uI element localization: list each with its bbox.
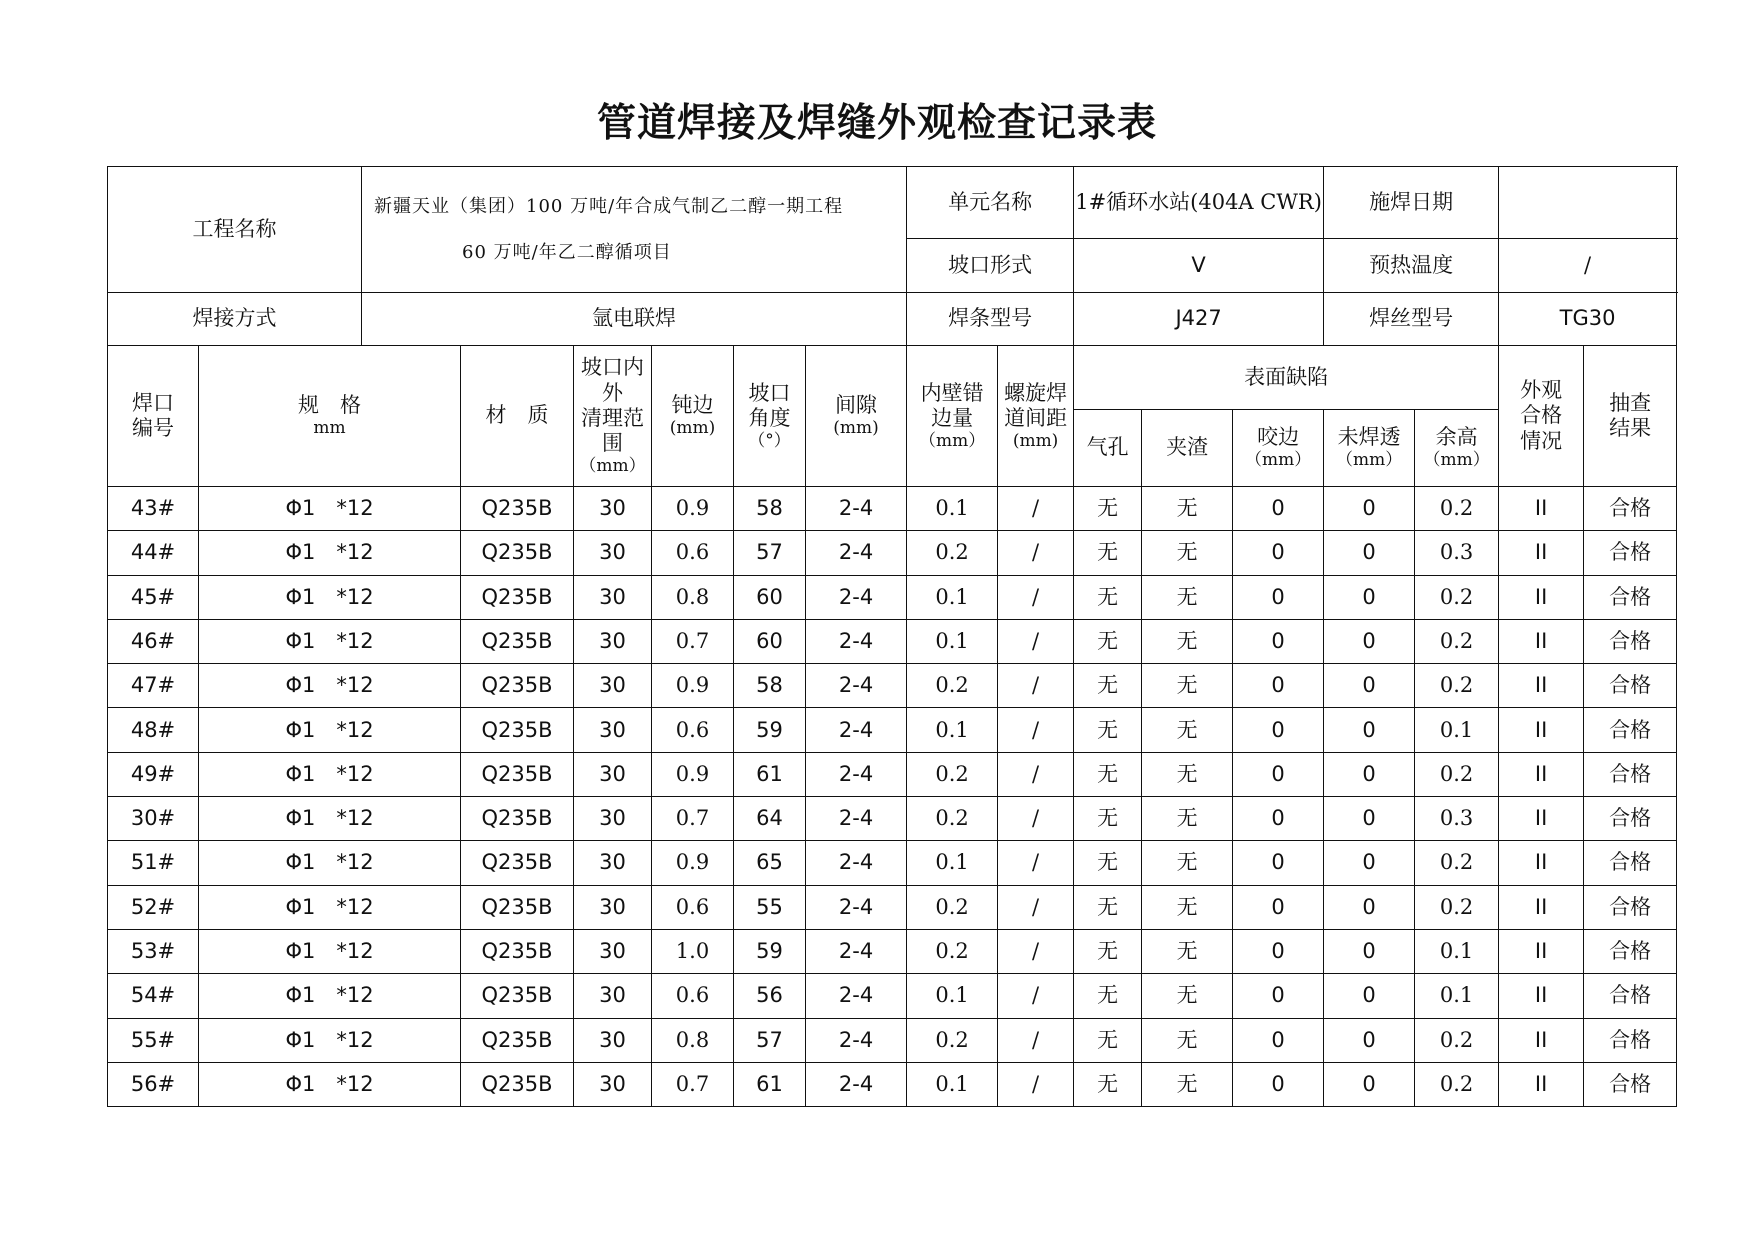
joint-no-cell: 49# — [108, 752, 199, 796]
porosity-cell: 无 — [1074, 797, 1142, 841]
sampling-result-cell: 合格 — [1584, 841, 1677, 885]
incomplete-penetration-cell: 0 — [1324, 974, 1415, 1018]
incomplete-penetration-cell: 0 — [1324, 619, 1415, 663]
porosity-cell: 无 — [1074, 752, 1142, 796]
spiral-spacing-cell: / — [998, 708, 1074, 752]
spiral-spacing-cell: / — [998, 797, 1074, 841]
header-joint-no: 焊口 编号 — [108, 346, 199, 487]
project-value-line2: 60 万吨/年乙二醇循项目 — [462, 241, 672, 263]
porosity-cell: 无 — [1074, 664, 1142, 708]
appearance-cell: II — [1499, 885, 1584, 929]
project-label: 工程名称 — [108, 167, 362, 293]
unit-label: 单元名称 — [907, 167, 1074, 239]
spiral-spacing-cell: / — [998, 752, 1074, 796]
spiral-spacing-cell: / — [998, 531, 1074, 575]
reinforcement-cell: 0.2 — [1415, 752, 1499, 796]
appearance-cell: II — [1499, 575, 1584, 619]
incomplete-penetration-cell: 0 — [1324, 885, 1415, 929]
blunt-edge-cell: 0.9 — [652, 841, 734, 885]
slag-cell: 无 — [1142, 797, 1233, 841]
project-value — [362, 167, 907, 293]
undercut-cell: 0 — [1233, 708, 1324, 752]
header-misalignment: 内壁错 边量 （mm） — [907, 346, 998, 487]
joint-no-cell: 45# — [108, 575, 199, 619]
clean-range-cell: 30 — [574, 929, 652, 973]
porosity-cell: 无 — [1074, 929, 1142, 973]
sampling-result-cell: 合格 — [1584, 664, 1677, 708]
gap-cell: 2-4 — [806, 487, 907, 531]
undercut-cell: 0 — [1233, 531, 1324, 575]
incomplete-penetration-cell: 0 — [1324, 664, 1415, 708]
spiral-spacing-cell: / — [998, 1062, 1074, 1106]
porosity-cell: 无 — [1074, 619, 1142, 663]
spiral-spacing-cell: / — [998, 974, 1074, 1018]
unit-value: 1#循环水站(404A CWR) — [1074, 167, 1324, 239]
table-row — [108, 974, 1677, 1018]
project-value-line1: 新疆天业（集团）100 万吨/年合成气制乙二醇一期工程 — [374, 195, 844, 217]
table-row — [108, 575, 1677, 619]
sampling-result-cell: 合格 — [1584, 929, 1677, 973]
misalignment-cell: 0.2 — [907, 885, 998, 929]
sampling-result-cell: 合格 — [1584, 752, 1677, 796]
porosity-cell: 无 — [1074, 885, 1142, 929]
spec-cell: Φ1 *12 — [199, 841, 461, 885]
slag-cell: 无 — [1142, 619, 1233, 663]
table-row — [108, 531, 1677, 575]
gap-cell: 2-4 — [806, 752, 907, 796]
material-cell: Q235B — [461, 1018, 574, 1062]
spiral-spacing-cell: / — [998, 1018, 1074, 1062]
appearance-cell: II — [1499, 1062, 1584, 1106]
undercut-cell: 0 — [1233, 1018, 1324, 1062]
sampling-result-cell: 合格 — [1584, 487, 1677, 531]
reinforcement-cell: 0.2 — [1415, 619, 1499, 663]
incomplete-penetration-cell: 0 — [1324, 752, 1415, 796]
clean-range-cell: 30 — [574, 974, 652, 1018]
reinforcement-cell: 0.3 — [1415, 797, 1499, 841]
porosity-cell: 无 — [1074, 1062, 1142, 1106]
groove-angle-cell: 55 — [734, 885, 806, 929]
incomplete-penetration-cell: 0 — [1324, 1062, 1415, 1106]
blunt-edge-cell: 0.6 — [652, 531, 734, 575]
sampling-result-cell: 合格 — [1584, 885, 1677, 929]
joint-no-cell: 52# — [108, 885, 199, 929]
groove-angle-cell: 56 — [734, 974, 806, 1018]
slag-cell: 无 — [1142, 575, 1233, 619]
material-cell: Q235B — [461, 841, 574, 885]
gap-cell: 2-4 — [806, 929, 907, 973]
header-sampling-result: 抽查 结果 — [1584, 346, 1677, 487]
incomplete-penetration-cell: 0 — [1324, 575, 1415, 619]
clean-range-cell: 30 — [574, 708, 652, 752]
misalignment-cell: 0.2 — [907, 797, 998, 841]
date-label: 施焊日期 — [1324, 167, 1499, 239]
material-cell: Q235B — [461, 974, 574, 1018]
misalignment-cell: 0.2 — [907, 929, 998, 973]
incomplete-penetration-cell: 0 — [1324, 841, 1415, 885]
misalignment-cell: 0.2 — [907, 1018, 998, 1062]
groove-angle-cell: 58 — [734, 487, 806, 531]
table-row — [108, 841, 1677, 885]
spec-cell: Φ1 *12 — [199, 664, 461, 708]
blunt-edge-cell: 0.6 — [652, 708, 734, 752]
sampling-result-cell: 合格 — [1584, 797, 1677, 841]
groove-angle-cell: 57 — [734, 531, 806, 575]
undercut-cell: 0 — [1233, 1062, 1324, 1106]
header-reinforcement: 余高 （mm） — [1415, 410, 1499, 487]
slag-cell: 无 — [1142, 752, 1233, 796]
spec-cell: Φ1 *12 — [199, 708, 461, 752]
gap-cell: 2-4 — [806, 664, 907, 708]
header-porosity: 气孔 — [1074, 410, 1142, 487]
groove-angle-cell: 59 — [734, 708, 806, 752]
slag-cell: 无 — [1142, 929, 1233, 973]
appearance-cell: II — [1499, 752, 1584, 796]
spec-cell: Φ1 *12 — [199, 1018, 461, 1062]
undercut-cell: 0 — [1233, 575, 1324, 619]
clean-range-cell: 30 — [574, 487, 652, 531]
appearance-cell: II — [1499, 487, 1584, 531]
gap-cell: 2-4 — [806, 1018, 907, 1062]
sampling-result-cell: 合格 — [1584, 575, 1677, 619]
porosity-cell: 无 — [1074, 487, 1142, 531]
material-cell: Q235B — [461, 929, 574, 973]
blunt-edge-cell: 0.9 — [652, 664, 734, 708]
gap-cell: 2-4 — [806, 885, 907, 929]
porosity-cell: 无 — [1074, 575, 1142, 619]
spec-cell: Φ1 *12 — [199, 619, 461, 663]
appearance-cell: II — [1499, 974, 1584, 1018]
slag-cell: 无 — [1142, 487, 1233, 531]
blunt-edge-cell: 1.0 — [652, 929, 734, 973]
spec-cell: Φ1 *12 — [199, 575, 461, 619]
misalignment-cell: 0.1 — [907, 575, 998, 619]
blunt-edge-cell: 0.7 — [652, 797, 734, 841]
undercut-cell: 0 — [1233, 929, 1324, 973]
blunt-edge-cell: 0.8 — [652, 575, 734, 619]
rod-value: J427 — [1074, 293, 1324, 346]
blunt-edge-cell: 0.9 — [652, 752, 734, 796]
appearance-cell: II — [1499, 619, 1584, 663]
slag-cell: 无 — [1142, 1018, 1233, 1062]
misalignment-cell: 0.1 — [907, 619, 998, 663]
porosity-cell: 无 — [1074, 974, 1142, 1018]
gap-cell: 2-4 — [806, 841, 907, 885]
header-gap: 间隙 (mm) — [806, 346, 907, 487]
blunt-edge-cell: 0.7 — [652, 1062, 734, 1106]
groove-angle-cell: 59 — [734, 929, 806, 973]
sampling-result-cell: 合格 — [1584, 619, 1677, 663]
material-cell: Q235B — [461, 885, 574, 929]
groove-angle-cell: 61 — [734, 1062, 806, 1106]
joint-no-cell: 53# — [108, 929, 199, 973]
porosity-cell: 无 — [1074, 841, 1142, 885]
blunt-edge-cell: 0.6 — [652, 885, 734, 929]
gap-cell: 2-4 — [806, 575, 907, 619]
misalignment-cell: 0.1 — [907, 974, 998, 1018]
joint-no-cell: 30# — [108, 797, 199, 841]
spec-cell: Φ1 *12 — [199, 752, 461, 796]
gap-cell: 2-4 — [806, 619, 907, 663]
spiral-spacing-cell: / — [998, 929, 1074, 973]
joint-no-cell: 48# — [108, 708, 199, 752]
spec-cell: Φ1 *12 — [199, 531, 461, 575]
header-appearance: 外观 合格 情况 — [1499, 346, 1584, 487]
table-row — [108, 664, 1677, 708]
reinforcement-cell: 0.1 — [1415, 929, 1499, 973]
slag-cell: 无 — [1142, 1062, 1233, 1106]
incomplete-penetration-cell: 0 — [1324, 797, 1415, 841]
spec-cell: Φ1 *12 — [199, 974, 461, 1018]
joint-no-cell: 54# — [108, 974, 199, 1018]
method-label: 焊接方式 — [108, 293, 362, 346]
header-incomplete-penetration: 未焊透 （mm） — [1324, 410, 1415, 487]
header-spiral-spacing: 螺旋焊 道间距 (mm) — [998, 346, 1074, 487]
groove-angle-cell: 65 — [734, 841, 806, 885]
header-material: 材 质 — [461, 346, 574, 487]
gap-cell: 2-4 — [806, 708, 907, 752]
reinforcement-cell: 0.2 — [1415, 885, 1499, 929]
groove-angle-cell: 58 — [734, 664, 806, 708]
table-row — [108, 708, 1677, 752]
porosity-cell: 无 — [1074, 1018, 1142, 1062]
spec-cell: Φ1 *12 — [199, 929, 461, 973]
clean-range-cell: 30 — [574, 841, 652, 885]
reinforcement-cell: 0.2 — [1415, 1018, 1499, 1062]
clean-range-cell: 30 — [574, 531, 652, 575]
appearance-cell: II — [1499, 797, 1584, 841]
sampling-result-cell: 合格 — [1584, 1018, 1677, 1062]
header-groove-angle: 坡口 角度 （°） — [734, 346, 806, 487]
reinforcement-cell: 0.1 — [1415, 708, 1499, 752]
joint-no-cell: 47# — [108, 664, 199, 708]
spec-cell: Φ1 *12 — [199, 797, 461, 841]
method-value: 氩电联焊 — [362, 293, 907, 346]
preheat-value: / — [1499, 239, 1677, 293]
table-row — [108, 929, 1677, 973]
spec-cell: Φ1 *12 — [199, 1062, 461, 1106]
sampling-result-cell: 合格 — [1584, 531, 1677, 575]
header-slag: 夹渣 — [1142, 410, 1233, 487]
undercut-cell: 0 — [1233, 797, 1324, 841]
clean-range-cell: 30 — [574, 797, 652, 841]
header-surface-defect: 表面缺陷 — [1074, 346, 1499, 410]
joint-no-cell: 43# — [108, 487, 199, 531]
misalignment-cell: 0.2 — [907, 664, 998, 708]
page-title: 管道焊接及焊缝外观检查记录表 — [596, 101, 1157, 146]
material-cell: Q235B — [461, 664, 574, 708]
reinforcement-cell: 0.2 — [1415, 841, 1499, 885]
spiral-spacing-cell: / — [998, 575, 1074, 619]
slag-cell: 无 — [1142, 531, 1233, 575]
clean-range-cell: 30 — [574, 885, 652, 929]
blunt-edge-cell: 0.6 — [652, 974, 734, 1018]
header-undercut: 咬边 （mm） — [1233, 410, 1324, 487]
porosity-cell: 无 — [1074, 708, 1142, 752]
header-clean-range: 坡口内外 清理范围 （mm） — [574, 346, 652, 487]
incomplete-penetration-cell: 0 — [1324, 708, 1415, 752]
spiral-spacing-cell: / — [998, 664, 1074, 708]
undercut-cell: 0 — [1233, 841, 1324, 885]
groove-label: 坡口形式 — [907, 239, 1074, 293]
weld-inspection-table — [107, 166, 1677, 1107]
groove-value: V — [1074, 239, 1324, 293]
material-cell: Q235B — [461, 487, 574, 531]
spiral-spacing-cell: / — [998, 841, 1074, 885]
reinforcement-cell: 0.2 — [1415, 575, 1499, 619]
misalignment-cell: 0.1 — [907, 841, 998, 885]
date-value[interactable] — [1499, 167, 1677, 239]
preheat-label: 预热温度 — [1324, 239, 1499, 293]
reinforcement-cell: 0.2 — [1415, 487, 1499, 531]
appearance-cell: II — [1499, 1018, 1584, 1062]
groove-angle-cell: 60 — [734, 575, 806, 619]
misalignment-cell: 0.2 — [907, 752, 998, 796]
incomplete-penetration-cell: 0 — [1324, 531, 1415, 575]
sampling-result-cell: 合格 — [1584, 708, 1677, 752]
blunt-edge-cell: 0.8 — [652, 1018, 734, 1062]
incomplete-penetration-cell: 0 — [1324, 929, 1415, 973]
gap-cell: 2-4 — [806, 974, 907, 1018]
undercut-cell: 0 — [1233, 619, 1324, 663]
material-cell: Q235B — [461, 531, 574, 575]
table-row — [108, 797, 1677, 841]
appearance-cell: II — [1499, 531, 1584, 575]
porosity-cell: 无 — [1074, 531, 1142, 575]
slag-cell: 无 — [1142, 974, 1233, 1018]
blunt-edge-cell: 0.9 — [652, 487, 734, 531]
material-cell: Q235B — [461, 1062, 574, 1106]
spiral-spacing-cell: / — [998, 885, 1074, 929]
header-spec: 规 格 mm — [199, 346, 461, 487]
joint-no-cell: 51# — [108, 841, 199, 885]
groove-angle-cell: 57 — [734, 1018, 806, 1062]
spiral-spacing-cell: / — [998, 619, 1074, 663]
rod-label: 焊条型号 — [907, 293, 1074, 346]
slag-cell: 无 — [1142, 708, 1233, 752]
appearance-cell: II — [1499, 929, 1584, 973]
clean-range-cell: 30 — [574, 752, 652, 796]
incomplete-penetration-cell: 0 — [1324, 487, 1415, 531]
misalignment-cell: 0.1 — [907, 1062, 998, 1106]
gap-cell: 2-4 — [806, 797, 907, 841]
gap-cell: 2-4 — [806, 531, 907, 575]
material-cell: Q235B — [461, 575, 574, 619]
joint-no-cell: 44# — [108, 531, 199, 575]
table-row — [108, 885, 1677, 929]
undercut-cell: 0 — [1233, 487, 1324, 531]
wire-label: 焊丝型号 — [1324, 293, 1499, 346]
joint-no-cell: 46# — [108, 619, 199, 663]
clean-range-cell: 30 — [574, 619, 652, 663]
joint-no-cell: 56# — [108, 1062, 199, 1106]
table-row — [108, 1062, 1677, 1106]
appearance-cell: II — [1499, 664, 1584, 708]
incomplete-penetration-cell: 0 — [1324, 1018, 1415, 1062]
clean-range-cell: 30 — [574, 575, 652, 619]
groove-angle-cell: 60 — [734, 619, 806, 663]
misalignment-cell: 0.1 — [907, 487, 998, 531]
spiral-spacing-cell: / — [998, 487, 1074, 531]
clean-range-cell: 30 — [574, 664, 652, 708]
sampling-result-cell: 合格 — [1584, 1062, 1677, 1106]
spec-cell: Φ1 *12 — [199, 885, 461, 929]
blunt-edge-cell: 0.7 — [652, 619, 734, 663]
groove-angle-cell: 61 — [734, 752, 806, 796]
slag-cell: 无 — [1142, 664, 1233, 708]
material-cell: Q235B — [461, 619, 574, 663]
reinforcement-cell: 0.2 — [1415, 1062, 1499, 1106]
appearance-cell: II — [1499, 841, 1584, 885]
table-row — [108, 1018, 1677, 1062]
clean-range-cell: 30 — [574, 1062, 652, 1106]
undercut-cell: 0 — [1233, 974, 1324, 1018]
misalignment-cell: 0.1 — [907, 708, 998, 752]
misalignment-cell: 0.2 — [907, 531, 998, 575]
wire-value: TG30 — [1499, 293, 1677, 346]
reinforcement-cell: 0.1 — [1415, 974, 1499, 1018]
table-row — [108, 487, 1677, 531]
slag-cell: 无 — [1142, 841, 1233, 885]
joint-no-cell: 55# — [108, 1018, 199, 1062]
gap-cell: 2-4 — [806, 1062, 907, 1106]
reinforcement-cell: 0.2 — [1415, 664, 1499, 708]
material-cell: Q235B — [461, 708, 574, 752]
undercut-cell: 0 — [1233, 885, 1324, 929]
header-blunt-edge: 钝边 (mm) — [652, 346, 734, 487]
undercut-cell: 0 — [1233, 752, 1324, 796]
material-cell: Q235B — [461, 752, 574, 796]
clean-range-cell: 30 — [574, 1018, 652, 1062]
material-cell: Q235B — [461, 797, 574, 841]
reinforcement-cell: 0.3 — [1415, 531, 1499, 575]
slag-cell: 无 — [1142, 885, 1233, 929]
sampling-result-cell: 合格 — [1584, 974, 1677, 1018]
appearance-cell: II — [1499, 708, 1584, 752]
undercut-cell: 0 — [1233, 664, 1324, 708]
spec-cell: Φ1 *12 — [199, 487, 461, 531]
table-row — [108, 752, 1677, 796]
groove-angle-cell: 64 — [734, 797, 806, 841]
table-row — [108, 619, 1677, 663]
